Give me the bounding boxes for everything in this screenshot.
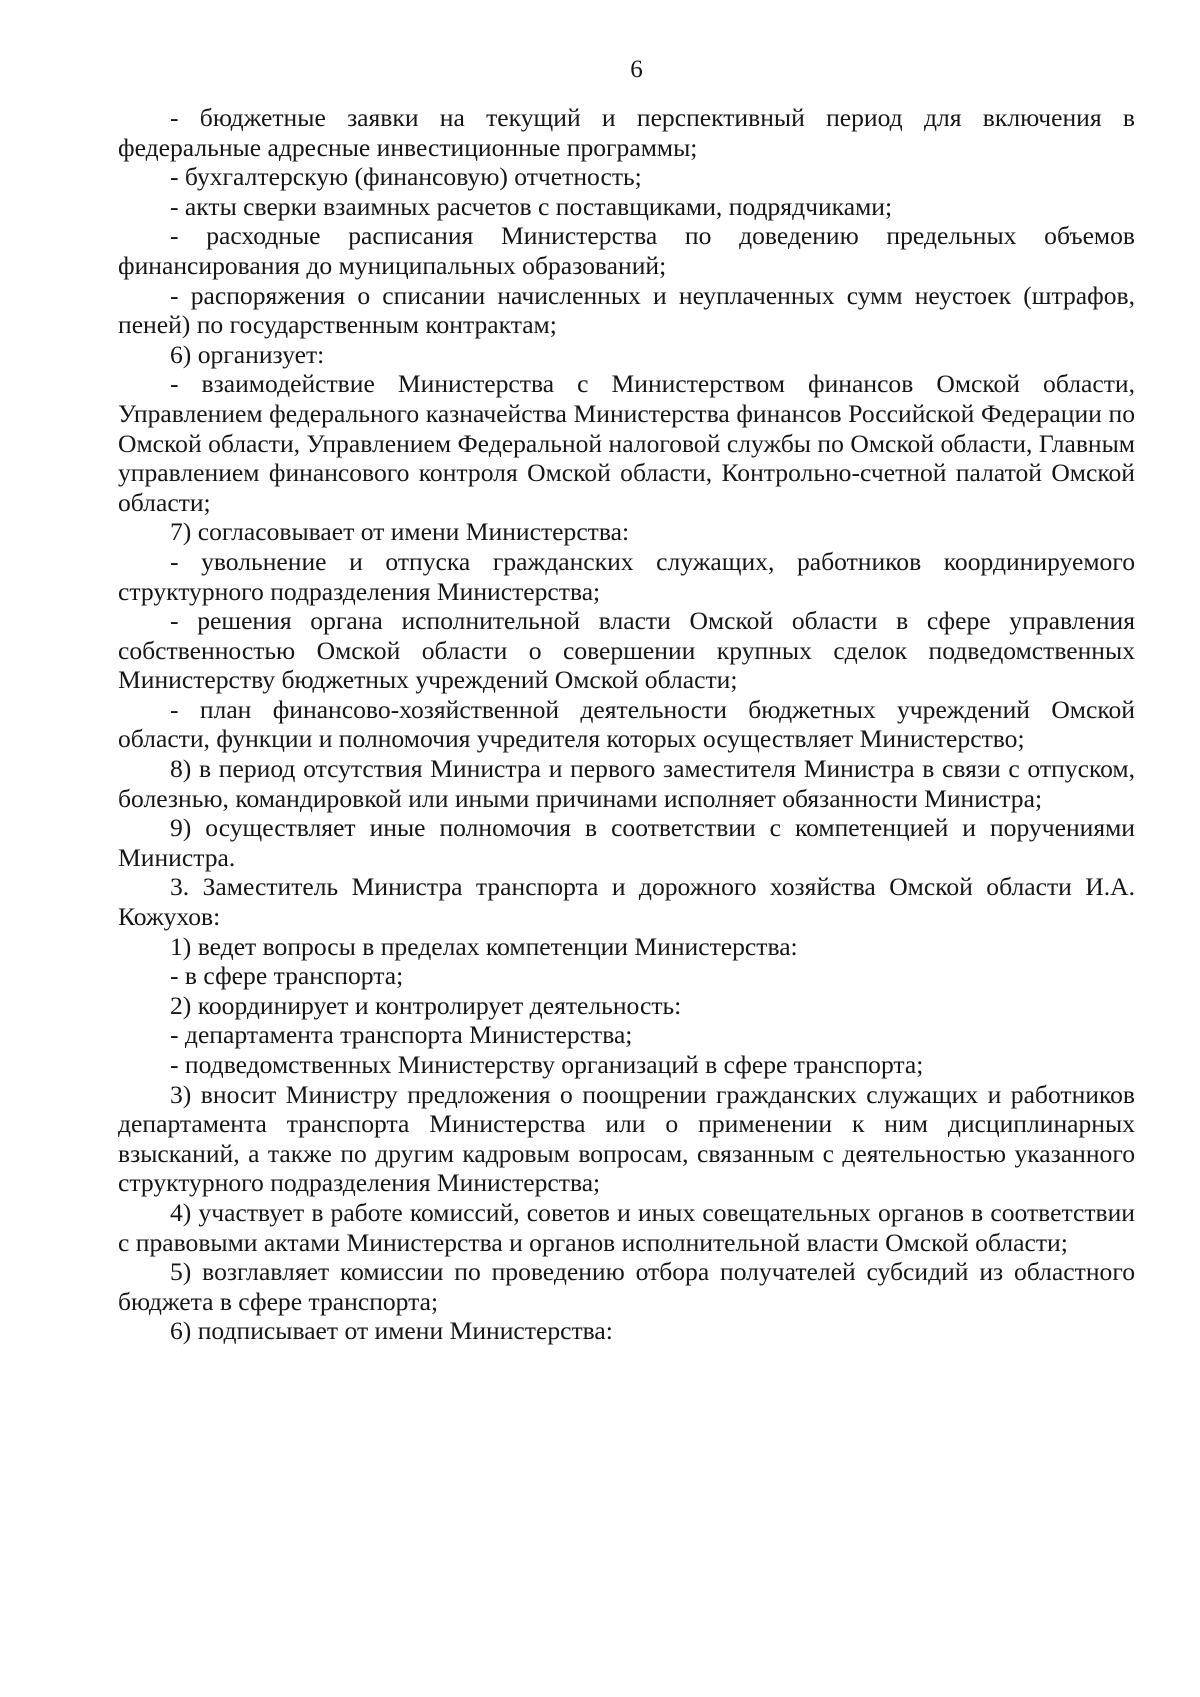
paragraph: - акты сверки взаимных расчетов с поставщиками, подрядчиками; bbox=[170, 191, 893, 221]
paragraph: 5) возглавляет комиссии по проведению отбора получателей субсидий из областного бюджета в сфере транспорта; bbox=[118, 1257, 1135, 1316]
paragraph: 6) организует: bbox=[170, 339, 325, 369]
paragraph: 4) участвует в работе комиссий, советов и иных совещательных органов в соответствии с правовыми актами Министерства и органов исполнительной власти Омской области; bbox=[118, 1197, 1135, 1257]
paragraph: - расходные расписания Министерства по доведению предельных объемов финансирования до муниципальных образований; bbox=[118, 221, 1135, 280]
paragraph: 9) осуществляет иные полномочия в соответствии с компетенцией и поручениями Министра. bbox=[118, 813, 1135, 872]
document-body bbox=[118, 103, 1135, 1346]
paragraph: - бюджетные заявки на текущий и перспективный период для включения в федеральные адресные инвестиционные программы; bbox=[118, 103, 1135, 162]
paragraph: 8) в период отсутствия Министра и первого заместителя Министра в связи с отпуском, болезнью, командировкой или иными причинами исполняет обязанности Министра; bbox=[118, 754, 1135, 813]
paragraph: - бухгалтерскую (финансовую) отчетность; bbox=[170, 162, 642, 192]
paragraph: 1) ведет вопросы в пределах компетенции Министерства: bbox=[170, 931, 798, 961]
paragraph: 7) согласовывает от имени Министерства: bbox=[170, 517, 630, 547]
paragraph: - взаимодействие Министерства с Министерством финансов Омской области, Управлением федерального казначейства Министерства финансов Российской Федерации по Омской области, Управлением Федеральной налоговой службы по Омской области, Главным управлением финансового контроля Омской области, Контрольно-счетной палатой Омской области; bbox=[118, 369, 1135, 517]
paragraph: 3) вносит Министру предложения о поощрении гражданских служащих и работников департамента транспорта Министерства или о применении к ним дисциплинарных взысканий, а также по другим кадровым вопросам, связанным с деятельностью указанного структурного подразделения Министерства; bbox=[118, 1079, 1135, 1198]
paragraph: - департамента транспорта Министерства; bbox=[170, 1020, 633, 1050]
paragraph: - распоряжения о списании начисленных и неуплаченных сумм неустоек (штрафов, пеней) по государственным контрактам; bbox=[118, 280, 1135, 340]
paragraph: - план финансово-хозяйственной деятельности бюджетных учреждений Омской области, функции и полномочия учредителя которых осуществляет Министерство; bbox=[118, 694, 1135, 754]
paragraph: - увольнение и отпуска гражданских служащих, работников координируемого структурного подразделения Министерства; bbox=[118, 546, 1135, 606]
paragraph: - подведомственных Министерству организаций в сфере транспорта; bbox=[170, 1050, 924, 1079]
page-number: 6 bbox=[630, 56, 643, 83]
paragraph: 3. Заместитель Министра транспорта и дорожного хозяйства Омской области И.А. Кожухов: bbox=[118, 872, 1135, 932]
paragraph: - решения органа исполнительной власти Омской области в сфере управления собственностью Омской области о совершении крупных сделок подведомственных Министерству бюджетных учреждений Омской области; bbox=[118, 606, 1135, 695]
paragraph: - в сфере транспорта; bbox=[170, 961, 404, 991]
paragraph: 6) подписывает от имени Министерства: bbox=[170, 1316, 613, 1346]
paragraph: 2) координирует и контролирует деятельность: bbox=[170, 990, 682, 1020]
